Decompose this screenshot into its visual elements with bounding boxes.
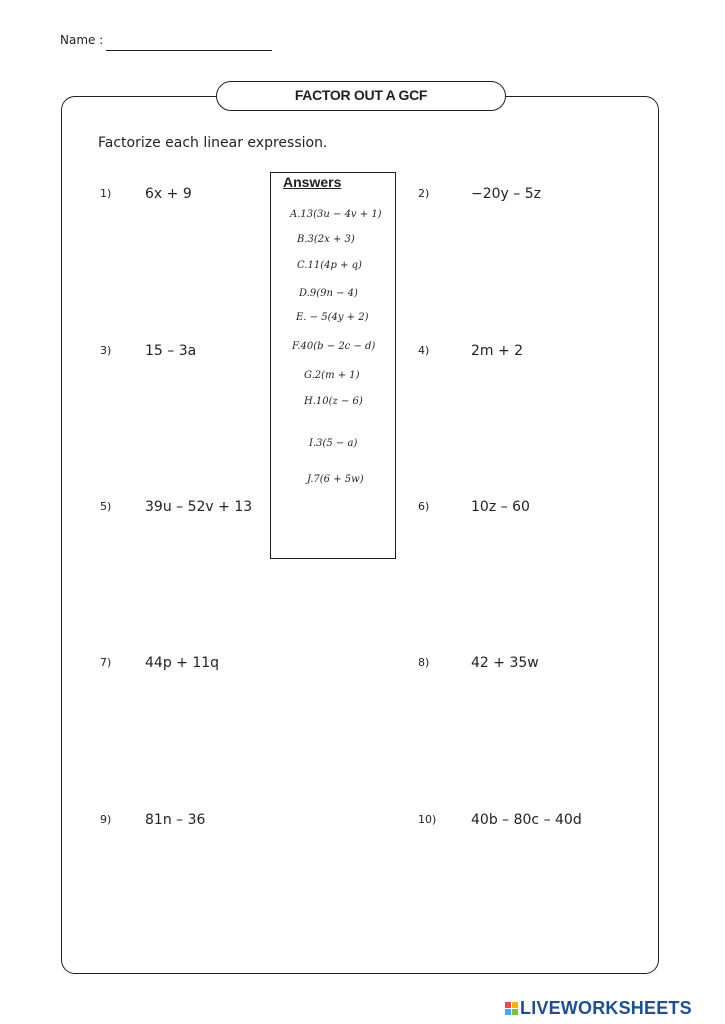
problem-number: 5): [100, 500, 112, 513]
problem-number: 8): [418, 656, 430, 669]
problem-expression: 6x + 9: [145, 186, 192, 202]
instructions: Factorize each linear expression.: [98, 135, 328, 151]
answer-option-h[interactable]: H.10(z − 6): [304, 396, 363, 407]
problem-expression: 15 – 3a: [145, 343, 197, 359]
problem-expression: 40b – 80c – 40d: [471, 812, 582, 828]
problem-number: 3): [100, 344, 112, 357]
problem-expression: −20y – 5z: [471, 186, 541, 202]
answer-option-a[interactable]: A.13(3u − 4v + 1): [290, 209, 382, 220]
problem-number: 9): [100, 813, 112, 826]
liveworksheets-logo: [505, 998, 692, 1019]
answers-title: Answers: [283, 174, 342, 190]
answer-option-d[interactable]: D.9(9n − 4): [299, 288, 358, 299]
problem-number: 7): [100, 656, 112, 669]
answer-option-c[interactable]: C.11(4p + q): [297, 260, 362, 271]
answers-box: [270, 172, 396, 559]
answer-option-i[interactable]: I.3(5 − a): [309, 438, 358, 449]
answer-option-b[interactable]: B.3(2x + 3): [297, 234, 355, 245]
problem-number: 10): [418, 813, 437, 826]
problem-number: 2): [418, 187, 430, 200]
name-input-line[interactable]: [106, 50, 272, 51]
problem-number: 4): [418, 344, 430, 357]
answer-option-f[interactable]: F.40(b − 2c − d): [292, 341, 376, 352]
problem-expression: 39u – 52v + 13: [145, 499, 253, 515]
name-label: Name :: [60, 33, 104, 47]
problem-expression: 44p + 11q: [145, 655, 220, 671]
answer-option-e[interactable]: E. − 5(4y + 2): [296, 312, 369, 323]
problem-expression: 2m + 2: [471, 343, 524, 359]
answer-option-j[interactable]: J.7(6 + 5w): [307, 474, 364, 485]
problem-number: 1): [100, 187, 112, 200]
problem-expression: 42 + 35w: [471, 655, 539, 671]
problem-expression: 10z – 60: [471, 499, 530, 515]
answer-option-g[interactable]: G.2(m + 1): [304, 370, 360, 381]
problem-number: 6): [418, 500, 430, 513]
problem-expression: 81n – 36: [145, 812, 206, 828]
liveworksheets-logo-icon: [505, 1002, 518, 1015]
worksheet-title: FACTOR OUT A GCF: [216, 81, 506, 111]
brand-text: LIVEWORKSHEETS: [520, 998, 692, 1018]
